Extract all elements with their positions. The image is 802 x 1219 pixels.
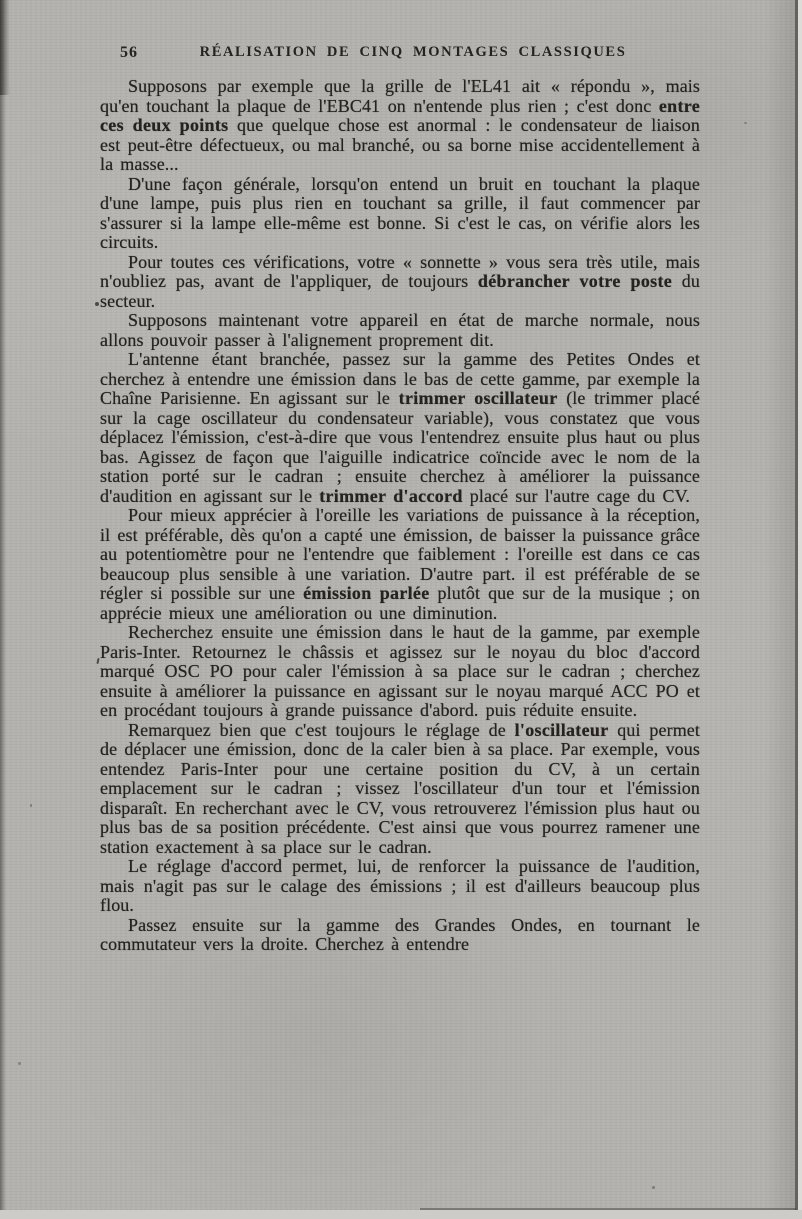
bold-text-run: entre ces deux points [100, 95, 700, 135]
bold-text-run: trimmer d'accord [319, 485, 463, 506]
scan-speckle [18, 1062, 21, 1065]
text-run: Le réglage d'accord permet, lui, de renforcer la puissance de l'audition, mais n'agit pas sur le calage des émissions ; il est d'ailleurs beaucoup plus flou. [100, 856, 700, 915]
text-run: Supposons maintenant votre appareil en état de marche normale, nous allons pouvoir passer à l'alignement proprement dit. [100, 310, 700, 350]
bold-text-run: l'oscillateur [514, 719, 609, 740]
scan-edge-left [0, 0, 6, 1219]
text-run: du secteur. [100, 271, 700, 311]
bold-text-run: trimmer oscillateur [398, 388, 558, 408]
paragraph [100, 311, 700, 350]
paragraph [100, 77, 700, 175]
paragraph [100, 916, 700, 955]
page-content [100, 44, 700, 955]
scan-edge-bottom-strip [0, 1210, 802, 1219]
body-text [100, 77, 700, 955]
text-run: Recherchez ensuite une émission dans le haut de la gamme, par exemple Paris-Inter. Retournez le châssis et agissez sur le noyau du bloc d'accord marqué OSC PO pour caler l'émission à sa place sur le cadran ; cherchez ensuite à améliorer la puissance en agissant sur le noyau marqué ACC PO et en procédant toujours à grande puissance d'abord. puis réduite ensuite. [100, 622, 700, 720]
text-run: placé sur l'autre cage du CV. [462, 485, 690, 506]
paragraph [100, 175, 700, 253]
text-run: Supposons par exemple que la grille de l'EL41 ait « répondu », mais qu'en touchant la plaque de l'EBC41 on n'entende plus rien ; c'est donc [100, 76, 700, 116]
bold-text-run: débrancher votre poste [477, 271, 673, 291]
scan-speckle [652, 1186, 655, 1189]
text-run: Pour mieux apprécier à l'oreille les variations de puissance à la réception, il est préférable, dès qu'on a capté une émission, de baisser la puissance grâce au potentiomètre pour ne l'entendre que faiblement : l'oreille est dans ce cas beaucoup plus sensible à une variation. D'autre part. il est préférable de se régler si possible sur une [100, 505, 700, 603]
scan-edge-left-top [0, 0, 10, 95]
text-run: L'antenne étant branchée, passez sur la gamme des Petites Ondes et cherchez à entendre une émission dans le bas de cette gamme, par exemple la Chaîne Parisienne. En agissant sur le [100, 349, 700, 408]
scan-edge-right-sliver [798, 0, 802, 1219]
bold-text-run: émission parlée [303, 583, 430, 603]
text-run: (le trimmer placé sur la cage oscillateur du condensateur variable), vous constatez que vous déplacez l'émission, c'est-à-dire que vous l'entendrez ensuite plus haut ou plus bas. Agissez de façon que l'aiguille indicatrice coïncide avec le nom de la station porté sur le cadran ; ensuite cherchez à améliorer la puissance d'audition en agissant sur le [100, 388, 700, 506]
scan-speckle [744, 122, 747, 124]
paragraph [100, 350, 700, 506]
paragraph [100, 857, 700, 916]
running-title: RÉALISATION DE CINQ MONTAGES CLASSIQUES [199, 44, 627, 60]
text-run: plutôt que sur de la musique ; on apprécie mieux une amélioration ou une diminution. [100, 583, 700, 623]
text-run: D'une façon générale, lorsqu'on entend un bruit en touchant la plaque d'une lampe, puis plus rien en touchant sa grille, il faut commencer par s'assurer si la lampe elle-même est bonne. Si c'est le cas, on vérifie alors les circuits. [100, 173, 700, 252]
text-run: qui permet de déplacer une émission, donc de la caler bien à sa place. Par exemple, vous entendez Paris-Inter pour une certaine position du CV, à un certain emplacement sur le cadran ; vissez l'oscillateur d'un tour et l'émission disparaît. En recherchant avec le CV, vous retrouverez l'émission plus haut ou plus bas de sa position précédente. C'est ainsi que vous pourrez ramener une station exactement à sa place sur le cadran. [100, 719, 700, 857]
text-run: Pour toutes ces vérifications, votre « sonnette » vous sera très utile, mais n'oubliez pas, avant de l'appliquer, de toujours [100, 251, 700, 291]
paragraph [100, 253, 700, 312]
page-number: 56 [120, 44, 138, 61]
running-header [100, 44, 700, 64]
scan-speckle [95, 302, 99, 306]
scan-speckle [30, 804, 32, 807]
paragraph [100, 721, 700, 858]
paragraph [100, 506, 700, 623]
text-run: que quelque chose est anormal : le condensateur de liaison est peut-être défectueux, ou mal branché, ou sa borne mise accidentellement à la masse... [100, 115, 700, 174]
scan-edge-right-shade [765, 0, 795, 1219]
paragraph [100, 623, 700, 721]
text-run: Passez ensuite sur la gamme des Grandes Ondes, en tournant le commutateur vers la droite. Cherchez à entendre [100, 914, 700, 954]
text-run: Remarquez bien que c'est toujours le réglage de [128, 719, 515, 740]
